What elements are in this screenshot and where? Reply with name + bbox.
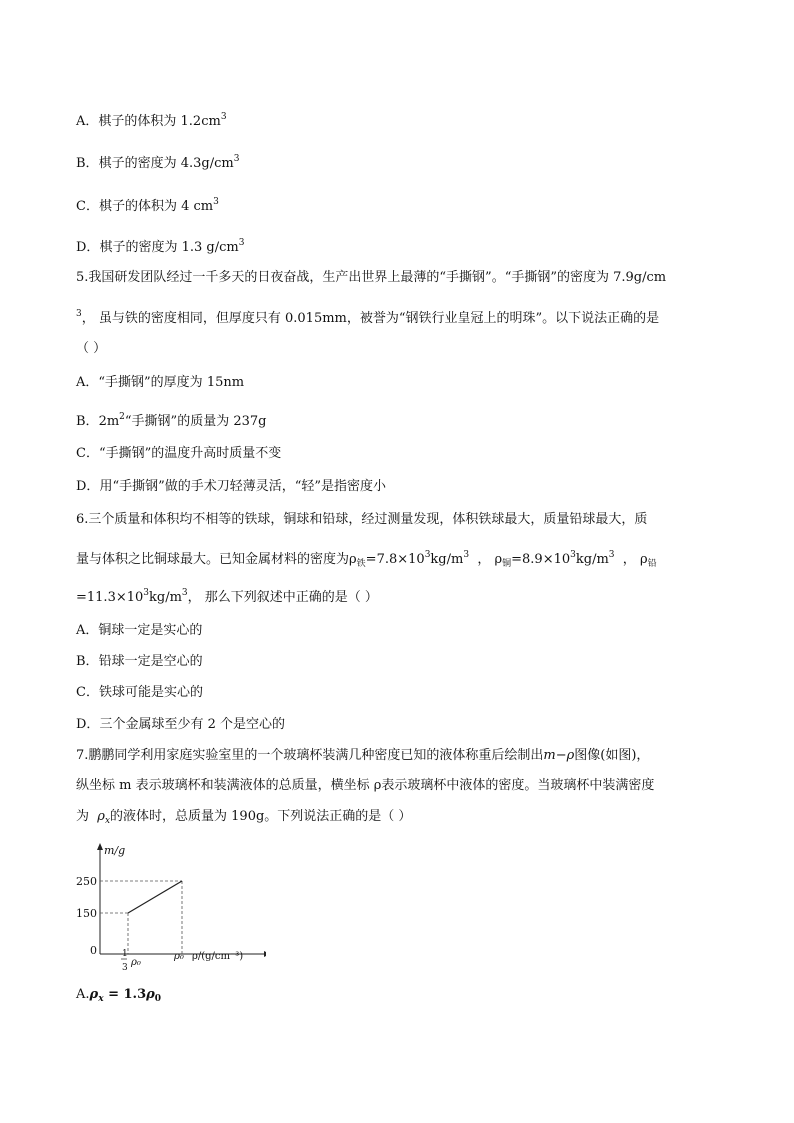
m-rho-graph: [76, 838, 266, 978]
x-tick-frac-num: 1: [122, 949, 128, 959]
q6-option-a: A．铜球一定是实心的: [76, 623, 203, 638]
x-tick-rho0: ρ₀: [174, 951, 184, 962]
y-tick-250: 250: [76, 875, 97, 888]
q6-option-d: D．三个金属球至少有 2 个是空心的: [76, 717, 285, 732]
q5-option-a: A．“手撕钢”的厚度为 15nm: [76, 375, 245, 390]
graph-line: [128, 881, 182, 913]
y-tick-150: 150: [76, 907, 97, 920]
q4-option-a: A．棋子的体积为 $1.2cm^3$: [76, 112, 227, 129]
x-tick-third-rho0: ρ₀: [131, 957, 141, 968]
q6-stem-line2: 量与体积之比铜球最大。已知金属材料的密度为$\rho_铁=7.8\times 10^3kg/m^3$ ， $\rho_铜=8.9\times 10^3kg/m^3$ ， $\rho_铅$: [76, 550, 657, 569]
q6-stem-line3: $=11.3\times 10^3kg/m^3$， 那么下列叙述中正确的是（ ）: [76, 588, 378, 605]
q6-option-b: B．铅球一定是空心的: [76, 654, 203, 669]
q6-stem-line1: 6.三个质量和体积均不相等的铁球，铜球和铅球，经过测量发现，体积铁球最大，质量铅球最大，质: [76, 512, 648, 527]
q7-option-a: $A.\rho_x = 1.3\rho_0$: [76, 987, 162, 1004]
x-tick-frac-den: 3: [122, 963, 128, 973]
q5-option-d: D．用“手撕钢”做的手术刀轻薄灵活，“轻”是指密度小: [76, 479, 387, 494]
q6-option-c: C．铁球可能是实心的: [76, 685, 203, 700]
y-axis-arrow: [97, 843, 103, 850]
q5-stem-line1: 5.我国研发团队经过一千多天的日夜奋战，生产出世界上最薄的“手撕钢”。“手撕钢”的密度为 7.9g/cm: [76, 270, 667, 285]
q5-stem-line3: （ ）: [76, 341, 107, 356]
q5-option-c: C．“手撕钢”的温度升高时质量不变: [76, 446, 282, 461]
q7-stem-line3: 为 $\rho_x$的液体时，总质量为 190g。下列说法正确的是（ ）: [76, 809, 412, 826]
q5-option-b: B．$2m^2“$手撕钢”的质量为 237g: [76, 412, 267, 429]
x-axis-label: ρ/(g/cm⁻³): [192, 951, 244, 962]
q7-stem-line1: 7.鹏鹏同学利用家庭实验室里的一个玻璃杯装满几种密度已知的液体称重后绘制出m−ρ图像(如图)，: [76, 748, 650, 763]
q7-stem-line2: 纵坐标 m 表示玻璃杯和装满液体的总质量，横坐标 ρ表示玻璃杯中液体的密度。当玻璃杯中装满密度: [76, 778, 655, 793]
x-axis-arrow: [264, 951, 266, 957]
origin-label: 0: [90, 944, 97, 957]
q4-option-c: C．棋子的体积为 4 $cm^3$: [76, 197, 219, 214]
q4-option-b: B．棋子的密度为 $4.3g/cm^3$: [76, 154, 240, 171]
q5-stem-line2: $^3$， 虽与铁的密度相同，但厚度只有 0.015mm，被誉为“钢铁行业皇冠上的明珠”。以下说法正确的是: [76, 309, 660, 326]
q4-option-d: D．棋子的密度为 1.3 $g/cm^3$: [76, 238, 245, 255]
y-axis-label: m/g: [104, 844, 126, 857]
